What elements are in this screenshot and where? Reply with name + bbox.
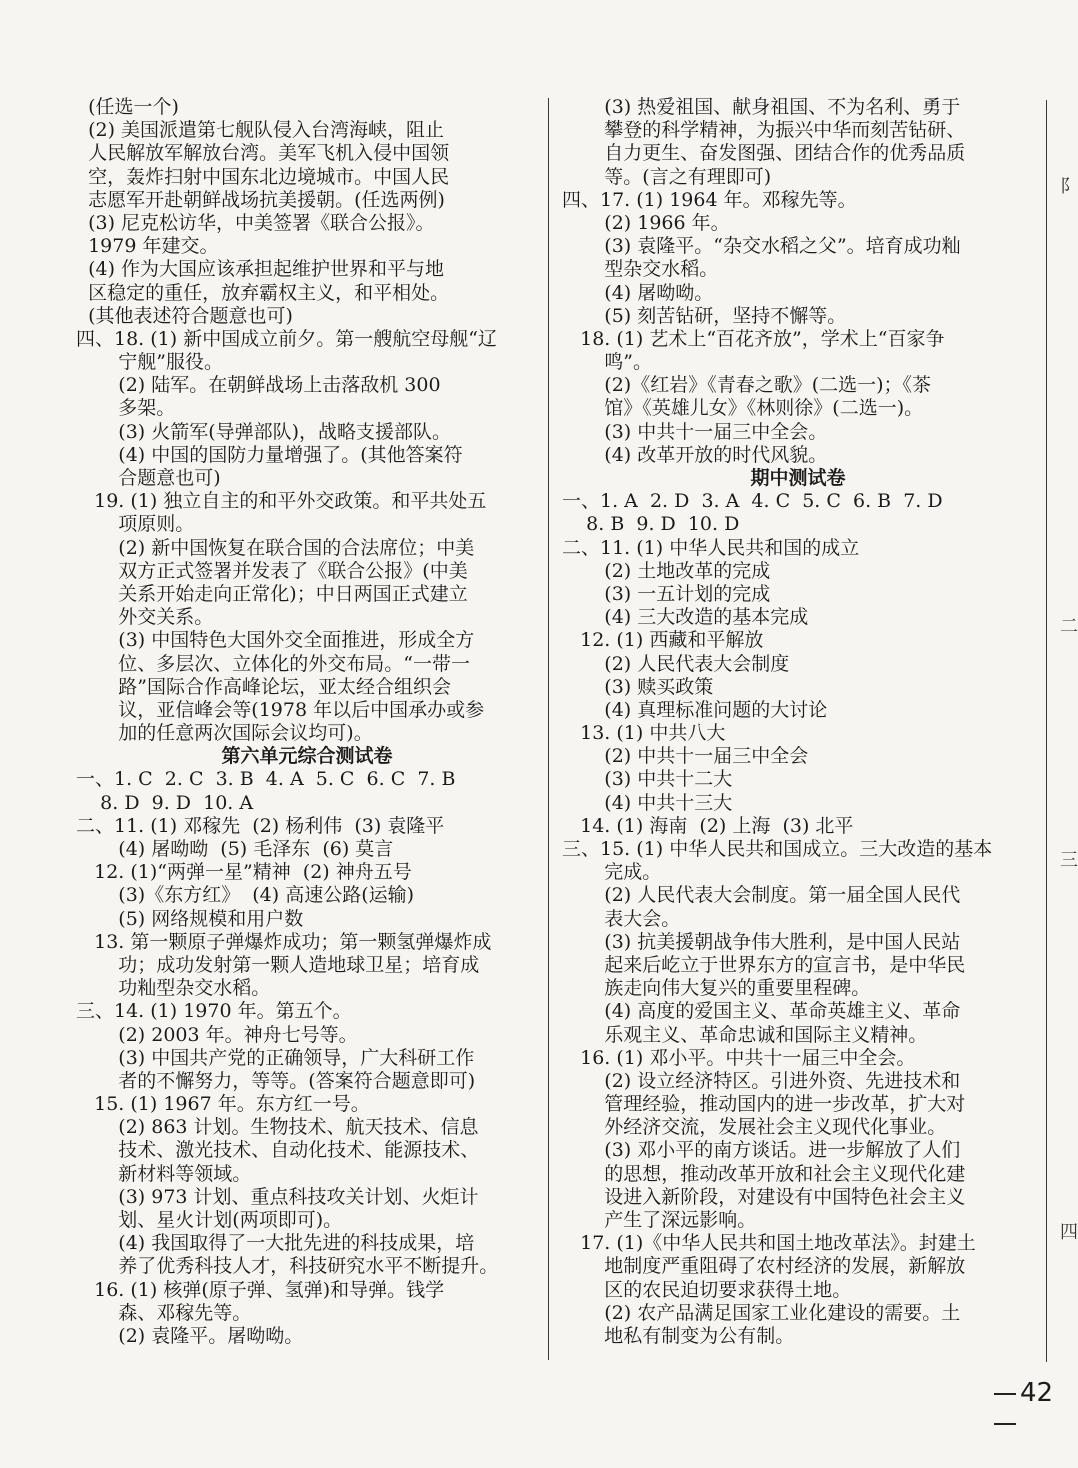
section-heading: 第六单元综合测试卷 bbox=[221, 745, 393, 768]
answer-line: 三、15. (1) 中华人民共和国成立。三大改造的基本 bbox=[562, 838, 993, 860]
answer-line: (3) 中国特色大国外交全面推进，形成全方 bbox=[76, 629, 475, 652]
edge-fragment: 阝 bbox=[1060, 176, 1078, 197]
right-column bbox=[562, 96, 1034, 1348]
answer-line: 完成。 bbox=[562, 861, 662, 884]
answer-line: 宁舰”服役。 bbox=[76, 351, 223, 374]
answer-line: 新材料等领域。 bbox=[76, 1162, 252, 1185]
left-column bbox=[76, 96, 538, 1348]
answer-line: 产生了深远影响。 bbox=[562, 1209, 757, 1231]
answer-line: (3) 火箭军(导弹部队)，战略支援部队。 bbox=[76, 420, 452, 443]
answer-line: (4) 屠呦呦 (5) 毛泽东 (6) 莫言 bbox=[76, 838, 394, 860]
answer-line: (3)《东方红》 (4) 高速公路(运输) bbox=[76, 884, 415, 907]
answer-line: 1979 年建交。 bbox=[76, 235, 219, 258]
answer-line: 13. 第一颗原子弹爆炸成功；第一颗氢弹爆炸成 bbox=[76, 930, 492, 953]
answer-line: 17. (1)《中华人民共和国土地改革法》。封建土 bbox=[562, 1232, 976, 1255]
answer-line: 16. (1) 邓小平。中共十一届三中全会。 bbox=[562, 1046, 916, 1069]
answer-line: 外经济交流，发展社会主义现代化事业。 bbox=[562, 1116, 947, 1139]
answer-line: (2)《红岩》《青春之歌》(二选一)；《茶 bbox=[562, 374, 932, 397]
answer-line: (4) 作为大国应该承担起维护世界和平与地 bbox=[76, 258, 445, 281]
answer-line: (3) 中共十一届三中全会。 bbox=[562, 420, 828, 443]
page-number-dash bbox=[994, 1423, 1016, 1425]
answer-line: 四、18. (1) 新中国成立前夕。第一艘航空母舰“辽 bbox=[76, 327, 497, 350]
answer-line: (4) 屠呦呦。 bbox=[562, 281, 714, 304]
answer-line: 8. B 9. D 10. D bbox=[562, 513, 740, 536]
answer-line: 一、1. C 2. C 3. B 4. A 5. C 6. C 7. B bbox=[76, 768, 456, 791]
answer-line: (3) 中共十二大 bbox=[562, 768, 733, 791]
answer-line: 人民解放军解放台湾。美军飞机入侵中国领 bbox=[76, 142, 450, 165]
answer-line: (2) 陆军。在朝鲜战场上击落敌机 300 bbox=[76, 374, 441, 397]
answer-line: 19. (1) 独立自主的和平外交政策。和平共处五 bbox=[76, 490, 487, 513]
answer-line: 加的任意两次国际会议均可)。 bbox=[76, 722, 373, 745]
answer-line: 二、11. (1) 中华人民共和国的成立 bbox=[562, 536, 860, 559]
answer-line: (其他表述符合题意也可) bbox=[76, 304, 293, 327]
answer-line: (2) 人民代表大会制度。第一届全国人民代 bbox=[562, 884, 961, 907]
answer-line: 13. (1) 中共八大 bbox=[562, 722, 726, 745]
answer-line: 12. (1)“两弹一星”精神 (2) 神舟五号 bbox=[76, 861, 412, 884]
answer-line: 等。(言之有理即可) bbox=[562, 165, 772, 188]
answer-line: 地私有制变为公有制。 bbox=[562, 1324, 795, 1347]
answer-line: (5) 网络规模和用户数 bbox=[76, 907, 304, 930]
answer-line: 攀登的科学精神，为振兴中华而刻苦钻研、 bbox=[562, 119, 966, 142]
answer-line: 功；成功发射第一颗人造地球卫星；培育成 bbox=[76, 953, 480, 976]
answer-line: (2) 设立经济特区。引进外资、先进技术和 bbox=[562, 1069, 961, 1092]
answer-line: (2) 1966 年。 bbox=[562, 211, 730, 234]
answer-line: (4) 我国取得了一大批先进的科技成果，培 bbox=[76, 1232, 475, 1255]
answer-line: (4) 三大改造的基本完成 bbox=[562, 606, 809, 629]
answer-line: (4) 高度的爱国主义、革命英雄主义、革命 bbox=[562, 1000, 961, 1023]
answer-line: 自力更生、奋发图强、团结合作的优秀品质 bbox=[562, 142, 966, 165]
answer-line: 项原则。 bbox=[76, 513, 195, 536]
column-divider bbox=[548, 98, 549, 1360]
answer-line: 外交关系。 bbox=[76, 606, 214, 629]
answer-line: 双方正式签署并发表了《联合公报》(中美 bbox=[76, 559, 468, 582]
answer-line: (4) 中国的国防力量增强了。(其他答案符 bbox=[76, 443, 463, 466]
answer-line: 功籼型杂交水稻。 bbox=[76, 977, 271, 1000]
answer-line: 关系开始走向正常化)；中日两国正式建立 bbox=[76, 582, 468, 605]
answer-line: 区稳定的重任，放弃霸权主义，和平相处。 bbox=[76, 281, 450, 304]
answer-line: 技术、激光技术、自动化技术、能源技术、 bbox=[76, 1139, 480, 1162]
edge-fragment: 二 bbox=[1060, 616, 1078, 637]
answer-line: (2) 中共十一届三中全会 bbox=[562, 745, 809, 768]
edge-fragment: 三 bbox=[1060, 850, 1078, 871]
answer-line: 鸣”。 bbox=[562, 351, 652, 374]
answer-line: 馆》《英雄儿女》《林则徐》(二选一)。 bbox=[562, 397, 924, 420]
answer-line: 合题意也可) bbox=[76, 467, 221, 489]
answer-line: (3) 尼克松访华，中美签署《联合公报》。 bbox=[76, 211, 435, 234]
answer-line: 的思想，推动改革开放和社会主义现代化建 bbox=[562, 1162, 966, 1185]
answer-line: (2) 新中国恢复在联合国的合法席位；中美 bbox=[76, 536, 475, 559]
answer-line: 起来后屹立于世界东方的宣言书，是中华民 bbox=[562, 953, 966, 976]
answer-line: 森、邓稼先等。 bbox=[76, 1301, 252, 1324]
answer-line: (5) 刻苦钻研，坚持不懈等。 bbox=[562, 304, 847, 327]
answer-line: 14. (1) 海南 (2) 上海 (3) 北平 bbox=[562, 814, 854, 837]
answer-line: 12. (1) 西藏和平解放 bbox=[562, 629, 764, 652]
answer-line: 管理经验，推动国内的进一步改革，扩大对 bbox=[562, 1093, 966, 1116]
answer-line: (3) 热爱祖国、献身祖国、不为名利、勇于 bbox=[562, 96, 961, 118]
answer-line: (2) 袁隆平。屠呦呦。 bbox=[76, 1324, 304, 1347]
answer-line: 多架。 bbox=[76, 397, 176, 420]
answer-line: 16. (1) 核弹(原子弹、氢弹)和导弹。钱学 bbox=[76, 1278, 445, 1301]
answer-line: 设进入新阶段，对建设有中国特色社会主义 bbox=[562, 1185, 966, 1208]
answer-line: (3) 中国共产党的正确领导，广大科研工作 bbox=[76, 1046, 475, 1069]
answer-line: 表大会。 bbox=[562, 907, 681, 930]
answer-line: (3) 袁隆平。“杂交水稻之父”。培育成功籼 bbox=[562, 235, 961, 258]
answer-line: 15. (1) 1967 年。东方红一号。 bbox=[76, 1093, 370, 1116]
answer-line: 路”国际合作高峰论坛，亚太经合组织会 bbox=[76, 675, 451, 698]
answer-line: 议，亚信峰会等(1978 年以后中国承办或参 bbox=[76, 698, 485, 721]
answer-line: 18. (1) 艺术上“百花齐放”，学术上“百家争 bbox=[562, 327, 945, 350]
answer-line: (2) 美国派遣第七舰队侵入台湾海峡，阻止 bbox=[76, 119, 445, 142]
answer-line: 划、星火计划(两项即可)。 bbox=[76, 1209, 343, 1231]
answer-line: (3) 赎买政策 bbox=[562, 675, 714, 698]
answer-line: (2) 土地改革的完成 bbox=[562, 559, 771, 582]
answer-line: (3) 邓小平的南方谈话。进一步解放了人们 bbox=[562, 1139, 961, 1162]
section-heading: 期中测试卷 bbox=[750, 467, 846, 489]
answer-line: 一、1. A 2. D 3. A 4. C 5. C 6. B 7. D bbox=[562, 490, 943, 513]
answer-line: 地制度严重阻碍了农村经济的发展，新解放 bbox=[562, 1255, 966, 1278]
page-number-dash bbox=[994, 1393, 1016, 1395]
answer-line: 者的不懈努力，等等。(答案符合题意即可) bbox=[76, 1069, 476, 1092]
answer-line: 四、17. (1) 1964 年。邓稼先等。 bbox=[562, 188, 857, 211]
answer-line: (2) 人民代表大会制度 bbox=[562, 652, 790, 675]
answer-line: (3) 一五计划的完成 bbox=[562, 582, 771, 605]
answer-line: 空，轰炸扫射中国东北边境城市。中国人民 bbox=[76, 165, 450, 188]
answer-line: 三、14. (1) 1970 年。第五个。 bbox=[76, 1000, 352, 1023]
answer-line: 二、11. (1) 邓稼先 (2) 杨利伟 (3) 袁隆平 bbox=[76, 814, 445, 837]
answer-line: 乐观主义、革命忠诚和国际主义精神。 bbox=[562, 1023, 928, 1046]
answer-line: (4) 改革开放的时代风貌。 bbox=[562, 443, 828, 466]
answer-line: 养了优秀科技人才，科技研究水平不断提升。 bbox=[76, 1255, 499, 1278]
answer-line: (2) 2003 年。神舟七号等。 bbox=[76, 1023, 358, 1046]
answer-line: 志愿军开赴朝鲜战场抗美援朝。(任选两例) bbox=[76, 188, 445, 211]
answer-line: (4) 中共十三大 bbox=[562, 791, 733, 814]
answer-line: 8. D 9. D 10. A bbox=[76, 791, 254, 814]
answer-line: 型杂交水稻。 bbox=[562, 258, 719, 281]
page-number-container bbox=[990, 1378, 1076, 1438]
page-edge-rule bbox=[1046, 100, 1047, 1362]
answer-line: (任选一个) bbox=[76, 96, 179, 118]
answer-line: 位、多层次、立体化的外交布局。“一带一 bbox=[76, 652, 470, 675]
answer-line: (2) 农产品满足国家工业化建设的需要。土 bbox=[562, 1301, 961, 1324]
answer-line: 族走向伟大复兴的重要里程碑。 bbox=[562, 977, 871, 1000]
page-number: 42 bbox=[1020, 1378, 1054, 1408]
edge-fragment: 四 bbox=[1060, 1222, 1078, 1243]
answer-line: (3) 抗美援朝战争伟大胜利，是中国人民站 bbox=[562, 930, 961, 953]
answer-line: (2) 863 计划。生物技术、航天技术、信息 bbox=[76, 1116, 479, 1139]
answer-line: (4) 真理标准问题的大讨论 bbox=[562, 698, 828, 721]
answer-line: (3) 973 计划、重点科技攻关计划、火炬计 bbox=[76, 1185, 479, 1208]
answer-line: 区的农民迫切要求获得土地。 bbox=[562, 1278, 852, 1301]
